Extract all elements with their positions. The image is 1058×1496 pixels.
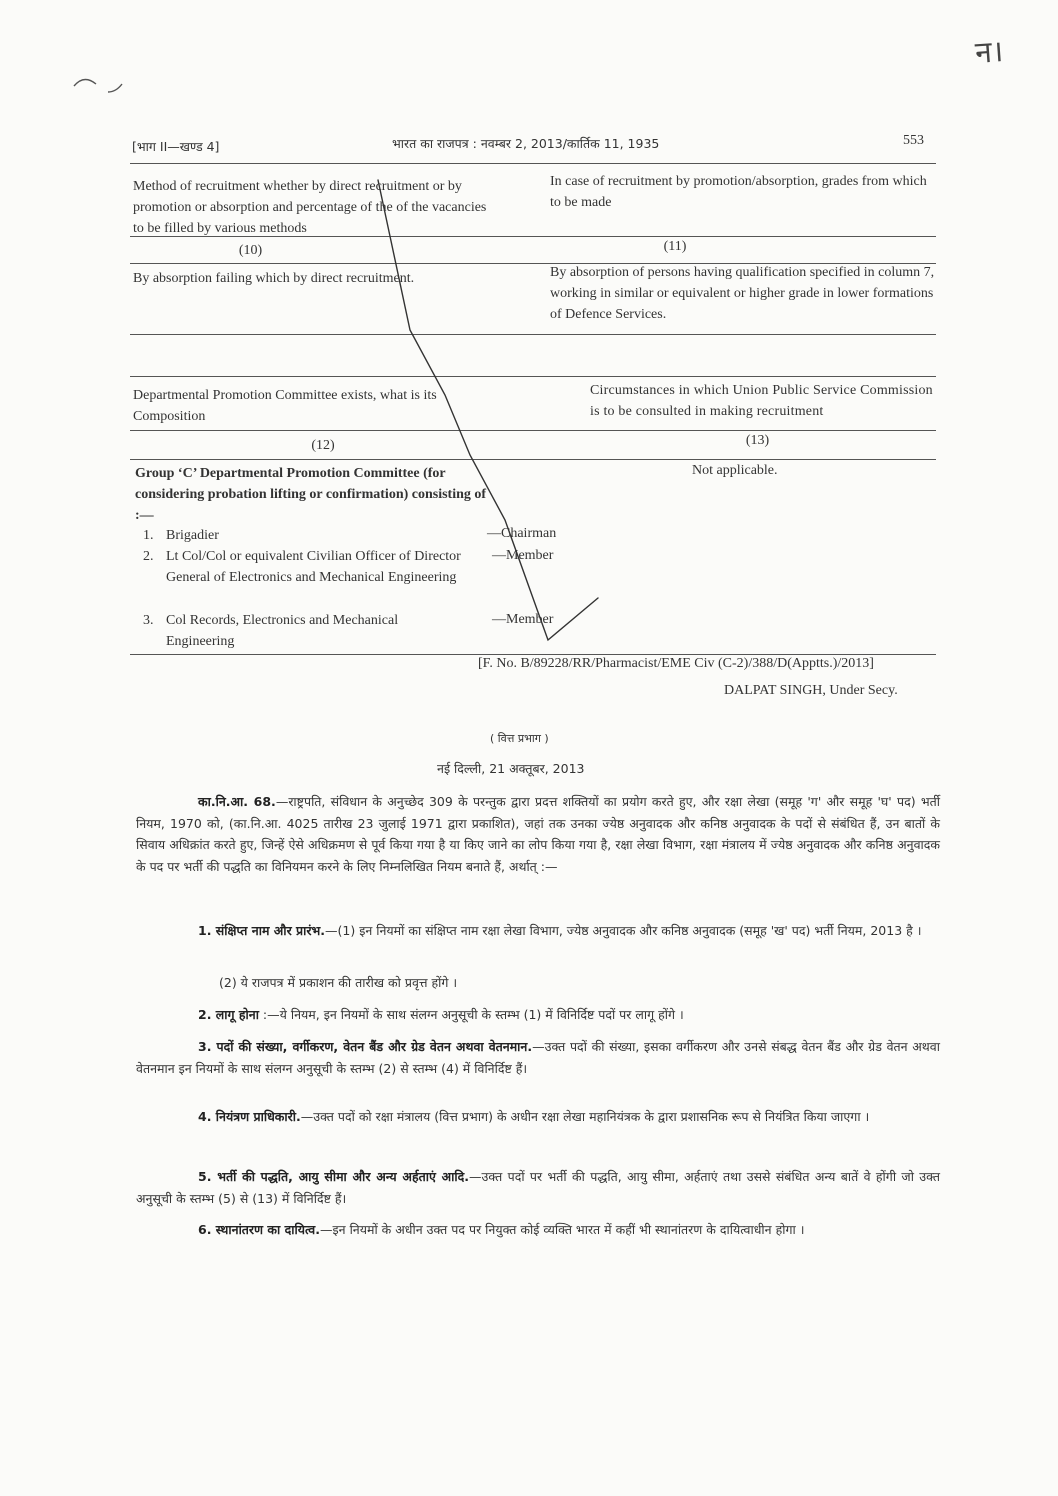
handwritten-page-mark: न।	[973, 34, 1005, 71]
rule-4-heading: 4. नियंत्रण प्राधिकारी.	[198, 1109, 301, 1124]
rule-1-2	[219, 972, 939, 994]
rule-2	[136, 1004, 940, 1026]
ministry-division: ( वित्त प्रभाग )	[490, 732, 549, 745]
member-1-num: 1.	[143, 528, 154, 543]
rule-6	[136, 1219, 940, 1241]
rule-2-text: :—ये नियम, इन नियमों के साथ संलग्न अनुसूची के स्तम्भ (1) में विनिर्दिष्ट पदों पर लागू होंगे ।	[258, 1007, 684, 1022]
col13-number: (13)	[745, 433, 770, 448]
col10-value: By absorption failing which by direct recruitment.	[133, 271, 415, 286]
rule-1-2-text: (2) ये राजपत्र में प्रकाशन की तारीख को प्रवृत्त होंगे ।	[219, 975, 458, 990]
rule-3-text: —उक्त पदों की संख्या, इसका वर्गीकरण और उनसे संबद्ध वेतन बैंड और ग्रेड वेतन अथवा वेतनमान इन नियमों के साथ संलग्न अनुसूची के स्तम्भ (2) से स्तम्भ (4) में विनिर्दिष्ट हैं।	[136, 1039, 940, 1076]
col13-value: Not applicable.	[692, 463, 778, 478]
member-2-role: —Member	[492, 548, 554, 563]
rule-6-text: —इन नियमों के अधीन उक्त पद पर नियुक्त कोई व्यक्ति भारत में कहीं भी स्थानांतरण के दायित्वाधीन होगा ।	[320, 1222, 805, 1237]
notification-number: का.नि.आ. 68.	[198, 794, 276, 809]
file-number: [F. No. B/89228/RR/Pharmacist/EME Civ (C-2)/388/D(Apptts.)/2013]	[478, 656, 874, 671]
col11-heading: In case of recruitment by promotion/absorption, grades from which to be made	[550, 174, 927, 210]
member-1-role: —Chairman	[487, 526, 557, 541]
member-2-name: Lt Col/Col or equivalent Civilian Officer of Director General of Electronics and Mechanical Engineering	[166, 549, 461, 585]
place-date: नई दिल्ली, 21 अक्तूबर, 2013	[437, 761, 585, 776]
rule-6-heading: 6. स्थानांतरण का दायित्व.	[198, 1222, 321, 1237]
col11-value: By absorption of persons having qualification specified in column 7, working in similar or equivalent or higher grade in lower formations of Defence Services.	[550, 265, 935, 322]
member-2-num: 2.	[143, 549, 154, 564]
rule-5	[136, 1166, 940, 1209]
gazette-title: भारत का राजपत्र : नवम्बर 2, 2013/कार्तिक 11, 1935	[392, 136, 660, 151]
rule-4	[136, 1106, 940, 1128]
rule-5-text: —उक्त पदों पर भर्ती की पद्धति, आयु सीमा, अर्हताएं तथा उससे संबंधित अन्य बातें वे होंगी जो उक्त अनुसूची के स्तम्भ (5) से (13) में विनिर्दिष्ट हैं।	[136, 1169, 940, 1206]
col11-number: (11)	[663, 239, 687, 254]
rule-5-heading: 5. भर्ती की पद्धति, आयु सीमा और अन्य अर्हताएं आदि.	[198, 1169, 470, 1184]
gazette-part-label: [भाग II—खण्ड 4]	[132, 139, 220, 154]
rule-1-text: —(1) इन नियमों का संक्षिप्त नाम रक्षा लेखा विभाग, ज्येष्ठ अनुवादक और कनिष्ठ अनुवादक (समूह 'ख' पद) भर्ती नियम, 2013 है ।	[325, 923, 922, 938]
col12-number: (12)	[311, 438, 335, 453]
rule-3	[136, 1036, 940, 1079]
pen-strike-mark	[0, 0, 1058, 700]
notification-preamble	[136, 791, 940, 877]
rule-1-heading: 1. संक्षिप्त नाम और प्रारंभ.	[198, 923, 326, 938]
member-3-role: —Member	[492, 612, 554, 627]
member-3-num: 3.	[143, 613, 154, 628]
member-3-name: Col Records, Electronics and Mechanical Engineering	[166, 613, 399, 649]
rule-4-text: —उक्त पदों को रक्षा मंत्रालय (वित्त प्रभाग) के अधीन रक्षा लेखा महानियंत्रक के द्वारा प्रशासनिक रूप से नियंत्रित किया जाएगा ।	[300, 1109, 870, 1124]
preamble-text: —राष्ट्रपति, संविधान के अनुच्छेद 309 के परन्तुक द्वारा प्रदत्त शक्तियों का प्रयोग करते हुए, और रक्षा लेखा (समूह 'ग' और समूह 'घ' पद) भर्ती नियम, 1970 को, (का.नि.आ. 4025 तारीख 23 जुलाई 1971 द्वारा प्रकाशित), जहां तक उनका ज्येष्ठ अनुवादक और कनिष्ठ अनुवादक के पदों से संबंधित हैं, उन बातों के सिवाय अधिक्रांत करते हुए, जिन्हें ऐसे अधिक्रमण से पूर्व किया गया है या किए जाने का लोप किया गया है, रक्षा लेखा विभाग, रक्षा मंत्रालय में ज्येष्ठ अनुवादक और कनिष्ठ अनुवादक के पद पर भर्ती की पद्धति का विनियमन करने के लिए निम्नलिखित नियम बनाते हैं, अर्थात् :—	[136, 794, 940, 874]
rule-3-heading: 3. पदों की संख्या, वर्गीकरण, वेतन बैंड और ग्रेड वेतन अथवा वेतनमान.	[198, 1039, 533, 1054]
col10-heading: Method of recruitment whether by direct recruitment or by promotion or absorption and percentage of the of the vacancies to be filled by various methods	[133, 179, 487, 236]
rule-2-heading: 2. लागू होना	[198, 1007, 259, 1022]
dpc-title: Group ‘C’ Departmental Promotion Committee (for considering probation lifting or confirmation) consisting of :—	[135, 466, 487, 523]
member-1-name: Brigadier	[166, 528, 219, 543]
rule-1	[136, 920, 940, 942]
signatory: DALPAT SINGH, Under Secy.	[724, 683, 898, 698]
page-number: 553	[903, 133, 924, 148]
col12-heading: Departmental Promotion Committee exists, what is its Composition	[133, 388, 437, 424]
col10-number: (10)	[238, 243, 263, 258]
col13-heading: Circumstances in which Union Public Service Commission is to be consulted in making recruitment	[590, 383, 933, 419]
